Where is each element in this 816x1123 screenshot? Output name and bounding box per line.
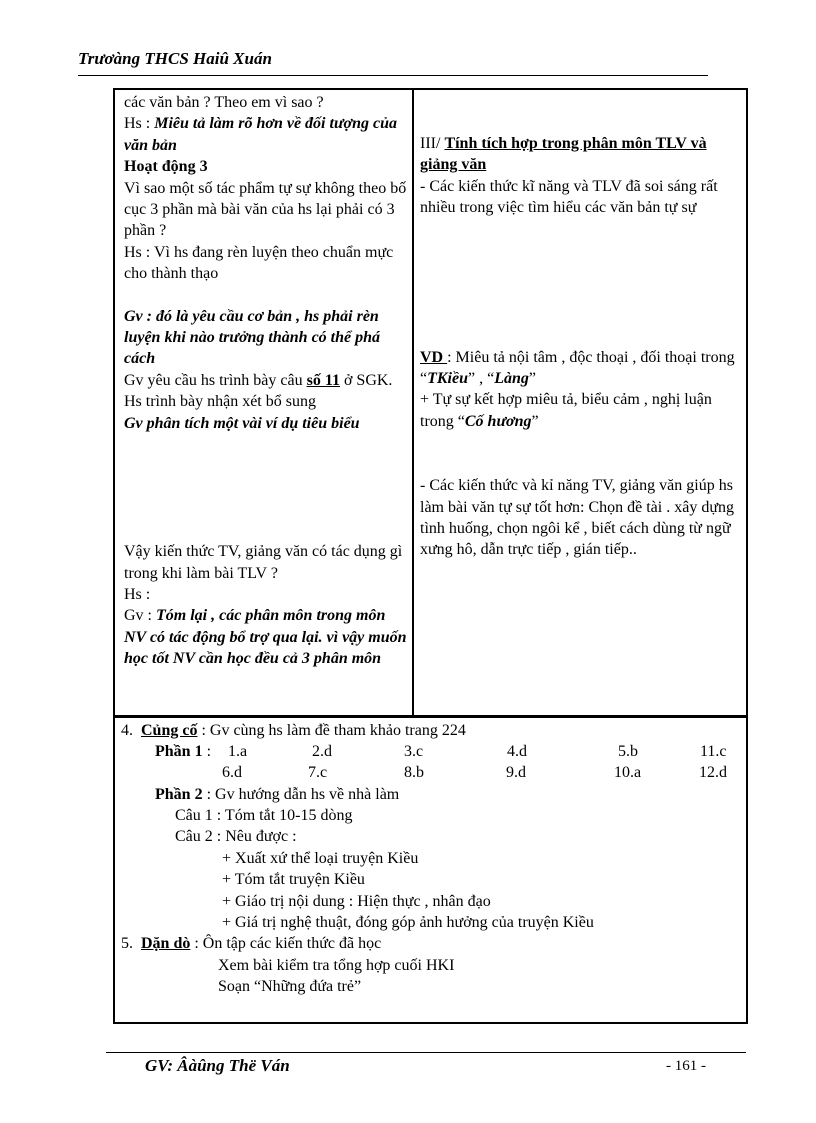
answer-10: 10.a	[614, 764, 642, 781]
left-student-reply: Hs : Vì hs đang rèn luyện theo chuẩn mực cho thành thạo	[124, 243, 394, 283]
footer-teacher: GV: Âàûng Thë Ván	[145, 1056, 290, 1075]
question-2: Câu 2 : Nêu được :	[175, 828, 297, 845]
header-title: Trươàng THCS Haiû Xuán	[78, 49, 272, 68]
spacer	[420, 219, 738, 347]
table-column-divider	[412, 88, 414, 716]
right-column	[420, 92, 738, 561]
right-paragraph-2: + Tự sự kết hợp miêu tả, biểu cảm , nghị luận trong “Cố hương”	[420, 391, 712, 430]
activity-3-heading: Hoạt động 3	[124, 158, 208, 176]
answer-3: 3.c	[404, 743, 424, 760]
teacher-summary: Gv : Tóm lại , các phân môn trong môn NV có tác động bổ trợ qua lại. vì vậy muốn học tốt NV cần học đều cả 3 phân môn	[124, 607, 407, 668]
example-line: VD : Miêu tả nội tâm , độc thoại , đối thoại trong “TKiều” , “Làng”	[420, 348, 735, 388]
answer-9: 9.d	[506, 764, 526, 781]
section-5-line: 5. Dặn dò : Ôn tập các kiến thức đã học	[121, 935, 382, 952]
part-2-line: Phần 2 : Gv hướng dẫn hs về nhà làm	[155, 786, 400, 803]
bullet-origin: + Xuất xứ thể loại truyện Kiều	[222, 850, 419, 867]
answer-12: 12.d	[699, 764, 727, 781]
answer-8: 8.b	[404, 764, 424, 781]
right-paragraph-3: - Các kiến thức và kỉ năng TV, giảng văn giúp hs làm bài văn tự sự tốt hơn: Chọn đề tài . xây dựng tình huống, chọn ngôi kể , biết cách dùng từ ngữ xưng hô, dẫn trực tiếp , gián tiếp..	[420, 477, 734, 559]
homework-prepare: Soạn “Những đứa trẻ”	[218, 978, 362, 995]
teacher-request: Gv yêu cầu hs trình bày câu số 11 ở SGK.	[124, 371, 393, 389]
left-line-1: các văn bản ? Theo em vì sao ?	[124, 94, 324, 111]
bullet-content-value: + Giáo trị nội dung : Hiện thực , nhân đạo	[222, 893, 491, 910]
left-student-answer: Hs : Miêu tả làm rõ hơn về đối tượng của văn bản	[124, 115, 398, 154]
homework-review: Xem bài kiểm tra tổng hợp cuối HKI	[218, 957, 455, 974]
teacher-note: Gv : đó là yêu cầu cơ bản , hs phải rèn luyện khi nào trưởng thành có thể phá cách	[124, 307, 381, 368]
left-question: Vì sao một số tác phẩm tự sự không theo bố cục 3 phần mà bài văn của hs lại phải có 3 phần ?	[124, 179, 407, 240]
footer-rule	[106, 1052, 746, 1053]
answer-4: 4.d	[507, 743, 527, 760]
header-rule	[78, 75, 708, 76]
answer-7: 7.c	[308, 764, 328, 781]
teacher-analysis: Gv phân tích một vài ví dụ tiêu biểu	[124, 414, 360, 432]
spacer	[420, 92, 738, 133]
student-presentation: Hs trình bày nhận xét bổ sung	[124, 393, 316, 411]
answer-2: 2.d	[312, 743, 332, 760]
answer-1: 1.a	[228, 743, 248, 760]
section-4-line: 4. Củng cố : Gv cùng hs làm đề tham khảo trang 224	[121, 722, 466, 739]
bullet-art-value: + Giá trị nghệ thuật, đóng góp ảnh hưởng của truyện Kiều	[222, 914, 594, 931]
left-question-2: Vậy kiến thức TV, giảng văn có tác dụng gì trong khi làm bài TLV ?	[124, 543, 403, 582]
answer-5: 5.b	[618, 743, 638, 760]
question-1: Câu 1 : Tóm tắt 10-15 dòng	[175, 807, 353, 824]
spacer	[124, 434, 408, 541]
part-1-label: Phần 1 :	[155, 743, 212, 760]
bullet-summary: + Tóm tắt truyện Kiều	[222, 871, 365, 888]
left-hs: Hs :	[124, 585, 151, 603]
spacer	[124, 285, 408, 306]
page-number: - 161 -	[666, 1058, 706, 1074]
right-paragraph-1: - Các kiến thức kĩ năng và TLV đã soi sáng rất nhiều trong việc tìm hiểu các văn bản tự sự	[420, 177, 718, 217]
answer-11: 11.c	[700, 743, 727, 760]
section-3-heading: III/ Tính tích hợp trong phân môn TLV và giảng văn	[420, 135, 707, 174]
answer-6: 6.d	[222, 764, 242, 781]
left-column	[124, 92, 408, 670]
spacer	[420, 432, 738, 475]
